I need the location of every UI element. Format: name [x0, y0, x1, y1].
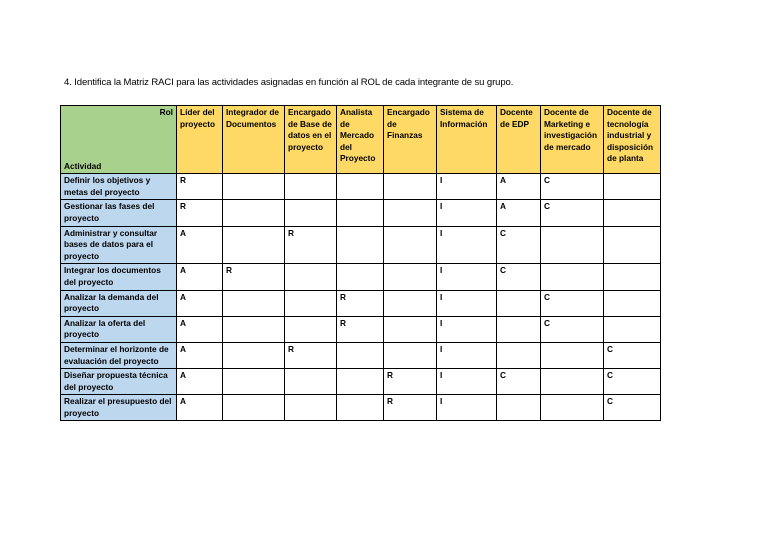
- raci-cell: [223, 342, 285, 368]
- raci-matrix-table: [60, 105, 661, 421]
- raci-body: [61, 174, 661, 421]
- raci-cell: [541, 395, 604, 421]
- raci-cell: I: [437, 174, 497, 200]
- raci-cell: [285, 174, 337, 200]
- table-row: [61, 226, 661, 264]
- raci-cell: C: [541, 290, 604, 316]
- raci-cell: [223, 226, 285, 264]
- raci-cell: [337, 200, 384, 226]
- raci-cell: [285, 200, 337, 226]
- raci-cell: A: [177, 316, 223, 342]
- raci-cell: [337, 174, 384, 200]
- raci-cell: [337, 369, 384, 395]
- activity-cell: Integrar los documentos del proyecto: [61, 264, 177, 290]
- activity-cell: Definir los objetivos y metas del proyecto: [61, 174, 177, 200]
- raci-cell: A: [177, 290, 223, 316]
- raci-cell: [223, 174, 285, 200]
- raci-cell: R: [384, 395, 437, 421]
- corner-header: [61, 106, 177, 174]
- role-header: Integrador de Documentos: [223, 106, 285, 174]
- raci-cell: [384, 174, 437, 200]
- raci-cell: C: [497, 369, 541, 395]
- section-heading: 4. Identifica la Matriz RACI para las actividades asignadas en función al ROL de cada integrante de su grupo.: [64, 77, 514, 88]
- actividad-label: Actividad: [64, 160, 102, 171]
- raci-cell: [541, 342, 604, 368]
- raci-cell: C: [497, 226, 541, 264]
- raci-cell: C: [541, 174, 604, 200]
- activity-cell: Diseñar propuesta técnica del proyecto: [61, 369, 177, 395]
- table-row: [61, 290, 661, 316]
- raci-cell: [497, 395, 541, 421]
- raci-cell: [384, 316, 437, 342]
- raci-cell: R: [285, 226, 337, 264]
- raci-cell: [384, 200, 437, 226]
- role-header: Encargado de Finanzas: [384, 106, 437, 174]
- raci-cell: [285, 264, 337, 290]
- raci-cell: I: [437, 316, 497, 342]
- raci-cell: [541, 369, 604, 395]
- raci-cell: [337, 264, 384, 290]
- activity-cell: Gestionar las fases del proyecto: [61, 200, 177, 226]
- raci-cell: A: [177, 395, 223, 421]
- raci-cell: [604, 290, 661, 316]
- role-header: Líder del proyecto: [177, 106, 223, 174]
- activity-cell: Administrar y consultar bases de datos para el proyecto: [61, 226, 177, 264]
- raci-cell: C: [604, 342, 661, 368]
- role-header: Encargado de Base de datos en el proyecto: [285, 106, 337, 174]
- raci-cell: [223, 316, 285, 342]
- raci-cell: [285, 369, 337, 395]
- raci-cell: C: [604, 369, 661, 395]
- raci-cell: R: [223, 264, 285, 290]
- raci-cell: R: [337, 316, 384, 342]
- activity-cell: Analizar la oferta del proyecto: [61, 316, 177, 342]
- raci-cell: C: [541, 200, 604, 226]
- raci-cell: [337, 342, 384, 368]
- raci-cell: A: [177, 264, 223, 290]
- raci-cell: C: [497, 264, 541, 290]
- activity-cell: Analizar la demanda del proyecto: [61, 290, 177, 316]
- raci-cell: I: [437, 290, 497, 316]
- raci-cell: R: [384, 369, 437, 395]
- raci-cell: I: [437, 226, 497, 264]
- table-row: [61, 395, 661, 421]
- raci-cell: [384, 342, 437, 368]
- raci-cell: [223, 369, 285, 395]
- raci-cell: [285, 395, 337, 421]
- raci-cell: I: [437, 395, 497, 421]
- raci-cell: A: [177, 226, 223, 264]
- raci-cell: [497, 342, 541, 368]
- header-row: [61, 106, 661, 174]
- raci-cell: R: [177, 200, 223, 226]
- raci-cell: [285, 290, 337, 316]
- raci-cell: [541, 226, 604, 264]
- raci-cell: [337, 395, 384, 421]
- raci-cell: C: [541, 316, 604, 342]
- raci-cell: [604, 174, 661, 200]
- role-header: Docente de Marketing e investigación de mercado: [541, 106, 604, 174]
- rol-label: Rol: [159, 107, 173, 117]
- role-header: Docente de EDP: [497, 106, 541, 174]
- raci-cell: [384, 264, 437, 290]
- raci-cell: [337, 226, 384, 264]
- raci-cell: R: [337, 290, 384, 316]
- raci-cell: [223, 200, 285, 226]
- role-header: Analista de Mercado del Proyecto: [337, 106, 384, 174]
- activity-cell: Determinar el horizonte de evaluación del proyecto: [61, 342, 177, 368]
- table-row: [61, 369, 661, 395]
- raci-cell: [604, 316, 661, 342]
- table-row: [61, 342, 661, 368]
- raci-cell: [497, 290, 541, 316]
- raci-cell: A: [177, 369, 223, 395]
- raci-cell: [604, 200, 661, 226]
- raci-cell: [604, 226, 661, 264]
- raci-cell: A: [497, 174, 541, 200]
- raci-cell: [604, 264, 661, 290]
- raci-cell: I: [437, 342, 497, 368]
- raci-cell: A: [497, 200, 541, 226]
- raci-cell: I: [437, 264, 497, 290]
- raci-cell: [223, 395, 285, 421]
- raci-cell: [384, 290, 437, 316]
- raci-cell: I: [437, 369, 497, 395]
- role-header: Sistema de Información: [437, 106, 497, 174]
- raci-cell: A: [177, 342, 223, 368]
- role-header: Docente de tecnología industrial y disposición de planta: [604, 106, 661, 174]
- raci-cell: R: [285, 342, 337, 368]
- raci-cell: [285, 316, 337, 342]
- table-row: [61, 200, 661, 226]
- raci-cell: [223, 290, 285, 316]
- table-row: [61, 174, 661, 200]
- raci-cell: I: [437, 200, 497, 226]
- raci-cell: [384, 226, 437, 264]
- table-row: [61, 264, 661, 290]
- raci-cell: [497, 316, 541, 342]
- raci-cell: C: [604, 395, 661, 421]
- activity-cell: Realizar el presupuesto del proyecto: [61, 395, 177, 421]
- table-row: [61, 316, 661, 342]
- raci-cell: [541, 264, 604, 290]
- raci-cell: R: [177, 174, 223, 200]
